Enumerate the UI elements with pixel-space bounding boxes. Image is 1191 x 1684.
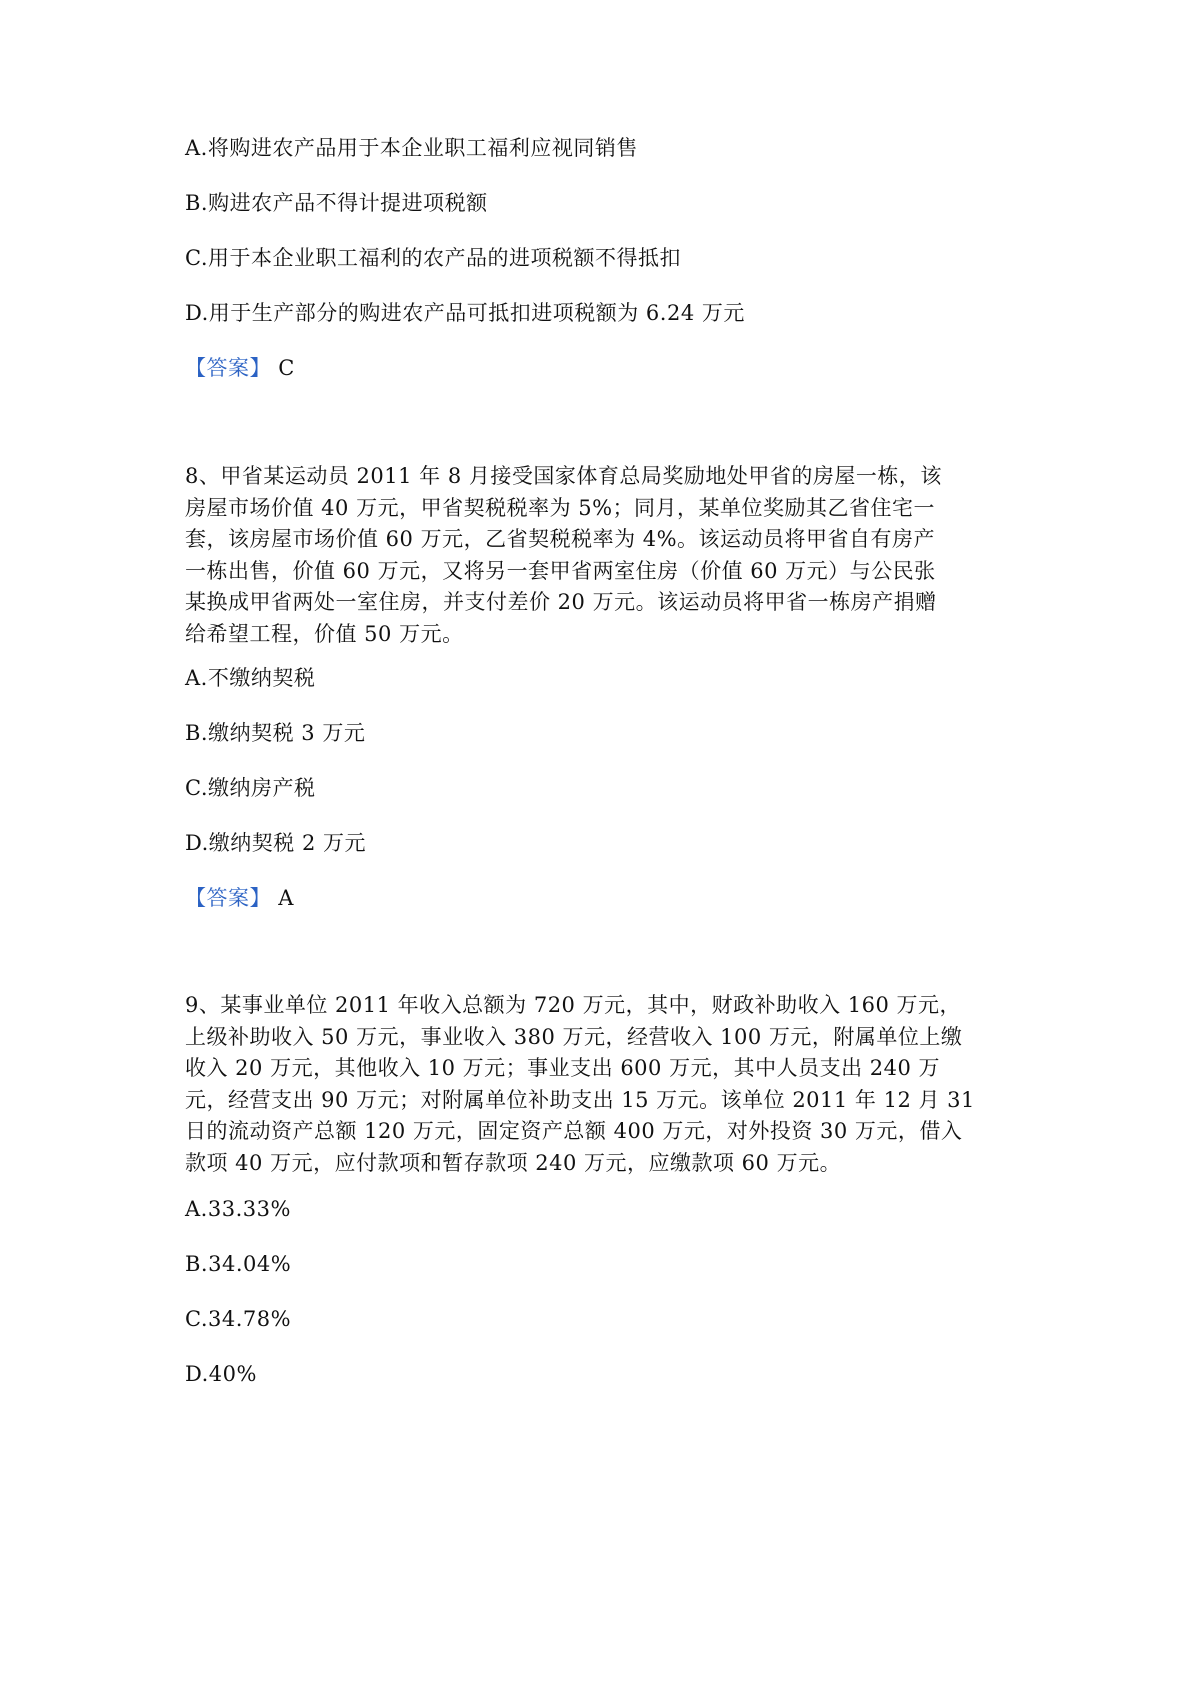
option-c: C.用于本企业职工福利的农产品的进项税额不得抵扣	[185, 246, 681, 270]
answer-value: C	[278, 356, 295, 380]
question-line: 收入 20 万元，其他收入 10 万元；事业支出 600 万元，其中人员支出 240 万	[185, 1056, 941, 1080]
option-d: D.缴纳契税 2 万元	[185, 831, 366, 855]
option-a: A.将购进农产品用于本企业职工福利应视同销售	[185, 136, 638, 160]
question-line: 房屋市场价值 40 万元，甲省契税税率为 5%；同月，某单位奖励其乙省住宅一	[185, 495, 936, 520]
answer-label: 【答案】	[185, 886, 271, 910]
option-d: D.40%	[185, 1362, 257, 1386]
option-c: C.缴纳房产税	[185, 776, 316, 800]
question-line: 某换成甲省两处一室住房，并支付差价 20 万元。该运动员将甲省一栋房产捐赠	[185, 590, 937, 614]
question-line: 款项 40 万元，应付款项和暂存款项 240 万元，应缴款项 60 万元。	[185, 1150, 842, 1175]
option-d: D.用于生产部分的购进农产品可抵扣进项税额为 6.24 万元	[185, 301, 745, 325]
question-line: 上级补助收入 50 万元，事业收入 380 万元，经营收入 100 万元，附属单位上缴	[185, 1024, 963, 1049]
question-8	[185, 461, 1015, 650]
question-line: 日的流动资产总额 120 万元，固定资产总额 400 万元，对外投资 30 万元，借入	[185, 1119, 963, 1143]
question-line: 8、甲省某运动员 2011 年 8 月接受国家体育总局奖励地处甲省的房屋一栋，该	[185, 464, 942, 488]
option-c: C.34.78%	[185, 1307, 292, 1331]
option-b: B.缴纳契税 3 万元	[185, 721, 366, 745]
question-line: 元，经营支出 90 万元；对附属单位补助支出 15 万元。该单位 2011 年 12 月 31	[185, 1087, 975, 1112]
question-line: 给希望工程，价值 50 万元。	[185, 621, 464, 646]
question-line: 9、某事业单位 2011 年收入总额为 720 万元，其中，财政补助收入 160 万元，	[185, 993, 962, 1017]
question-line: 一栋出售，价值 60 万元，又将另一套甲省两室住房（价值 60 万元）与公民张	[185, 558, 936, 583]
question-line: 套，该房屋市场价值 60 万元，乙省契税税率为 4%。该运动员将甲省自有房产	[185, 527, 936, 551]
option-a: A.33.33%	[185, 1197, 291, 1221]
option-a: A.不缴纳契税	[185, 666, 316, 690]
answer-line	[185, 353, 295, 383]
answer-label: 【答案】	[185, 356, 271, 380]
option-b: B.34.04%	[185, 1252, 292, 1276]
answer-value: A	[278, 886, 294, 910]
answer-line	[185, 883, 294, 913]
option-b: B.购进农产品不得计提进项税额	[185, 191, 488, 215]
question-9	[185, 990, 1015, 1179]
